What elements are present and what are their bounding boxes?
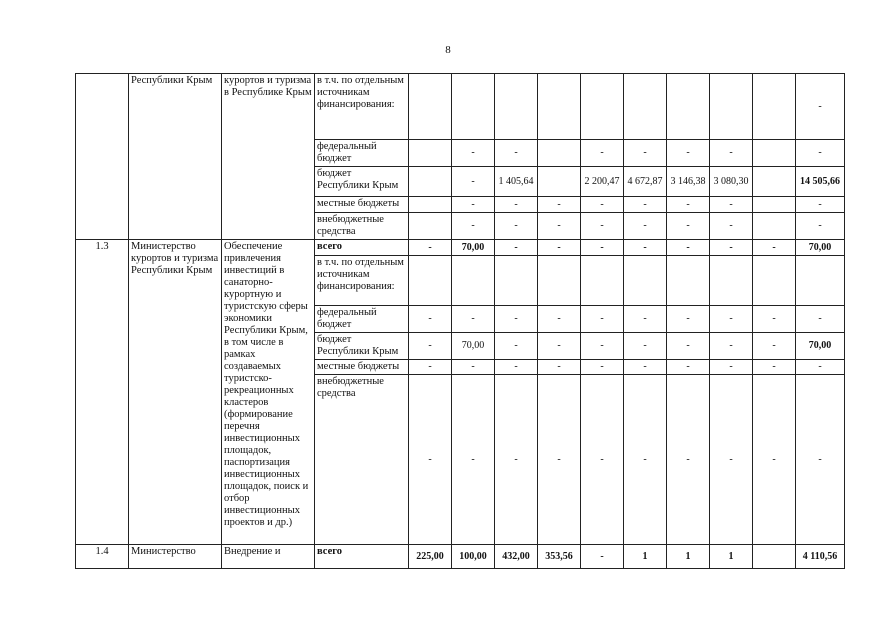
funding-value: - [452,197,495,213]
funding-source-label: всего [315,240,409,256]
funding-value: - [753,375,796,545]
funding-value: 3 146,38 [667,167,710,197]
funding-value: 4 672,87 [624,167,667,197]
funding-value: - [710,306,753,333]
funding-value: - [452,213,495,240]
funding-value: - [495,213,538,240]
funding-value: 1 [624,545,667,569]
funding-value: - [581,375,624,545]
funding-source-label: бюджет Республики Крым [315,167,409,197]
funding-value: - [495,140,538,167]
funding-value [538,167,581,197]
funding-value: - [452,360,495,375]
executor-cell: Министерство [129,545,222,569]
funding-value: - [452,140,495,167]
row-number: 1.4 [76,545,129,569]
financing-table [75,73,845,569]
funding-value: - [796,306,845,333]
funding-value [753,545,796,569]
funding-value: - [538,197,581,213]
funding-value [495,256,538,306]
funding-value: - [667,197,710,213]
funding-value: - [667,213,710,240]
funding-value: - [624,197,667,213]
funding-value: - [452,375,495,545]
funding-value: - [624,375,667,545]
funding-value: 432,00 [495,545,538,569]
funding-source-label: в т.ч. по отдельным источникам финансирования: [315,74,409,140]
funding-source-label: внебюджетные средства [315,375,409,545]
funding-source-label: федеральный бюджет [315,306,409,333]
funding-value: - [796,74,845,140]
funding-value: - [624,333,667,360]
funding-source-label: всего [315,545,409,569]
funding-value [753,167,796,197]
funding-value: - [409,375,452,545]
funding-value: - [710,140,753,167]
funding-value: 225,00 [409,545,452,569]
funding-value [538,256,581,306]
funding-value: - [452,306,495,333]
funding-value: 70,00 [796,333,845,360]
funding-value: 3 080,30 [710,167,753,197]
table-row [76,74,845,140]
funding-value: - [409,240,452,256]
funding-value: - [710,213,753,240]
funding-value: - [581,240,624,256]
funding-value: 70,00 [452,333,495,360]
funding-value [753,140,796,167]
funding-value: 353,56 [538,545,581,569]
funding-value: - [710,240,753,256]
funding-value [409,256,452,306]
funding-value: - [796,197,845,213]
funding-value [710,74,753,140]
funding-value: - [581,333,624,360]
funding-value: - [624,306,667,333]
table-row [76,240,845,256]
funding-value: - [624,213,667,240]
funding-value: 1 405,64 [495,167,538,197]
funding-value: 70,00 [796,240,845,256]
funding-value: - [538,333,581,360]
funding-value [409,167,452,197]
funding-value: - [667,306,710,333]
funding-value: - [538,240,581,256]
funding-value: - [581,213,624,240]
funding-value: - [495,360,538,375]
funding-value [667,74,710,140]
funding-value: - [710,375,753,545]
funding-value: 100,00 [452,545,495,569]
funding-value [624,74,667,140]
funding-value: - [581,197,624,213]
funding-value: - [409,360,452,375]
funding-value: - [753,306,796,333]
funding-value: 2 200,47 [581,167,624,197]
funding-value: - [538,213,581,240]
funding-value: - [495,197,538,213]
funding-value: - [495,306,538,333]
funding-value: - [667,240,710,256]
funding-value [581,256,624,306]
funding-source-label: в т.ч. по отдельным источникам финансирования: [315,256,409,306]
funding-value: - [710,333,753,360]
funding-value: - [581,360,624,375]
funding-value: - [409,333,452,360]
funding-value [753,197,796,213]
funding-source-label: федеральный бюджет [315,140,409,167]
funding-value [753,213,796,240]
funding-value [581,74,624,140]
funding-value [409,74,452,140]
funding-value [409,140,452,167]
funding-source-label: местные бюджеты [315,197,409,213]
funding-value: - [538,306,581,333]
row-number: 1.3 [76,240,129,545]
funding-source-label: внебюджетные средства [315,213,409,240]
funding-value: - [753,240,796,256]
funding-value [538,140,581,167]
funding-value: - [710,197,753,213]
funding-value [753,256,796,306]
funding-value: 14 505,66 [796,167,845,197]
funding-value [538,74,581,140]
funding-value [409,213,452,240]
funding-value: 4 110,56 [796,545,845,569]
funding-value: - [796,360,845,375]
funding-value: 1 [667,545,710,569]
funding-value: 70,00 [452,240,495,256]
funding-value: - [538,360,581,375]
funding-value: - [452,167,495,197]
executor-cell: Республики Крым [129,74,222,240]
funding-value: - [581,545,624,569]
funding-value [452,74,495,140]
funding-value: - [667,360,710,375]
measure-cell: Обеспечение привлечения инвестиций в санаторно-курортную и туристскую сферы экономики Республики Крым, в том числе в рамках создаваемых туристско-рекреационных кластеров (формирование перечня инвестиционных площадок, паспортизация инвестиционных площадок, поиск и отбор инвестиционных проектов и др.) [222,240,315,545]
executor-cell: Министерство курортов и туризма Республики Крым [129,240,222,545]
funding-value [667,256,710,306]
row-number [76,74,129,240]
funding-value: - [624,240,667,256]
funding-value: - [753,333,796,360]
measure-cell: Внедрение и [222,545,315,569]
funding-value [452,256,495,306]
funding-value: - [581,306,624,333]
funding-value: - [409,306,452,333]
funding-value: - [495,240,538,256]
table-row [76,545,845,569]
funding-value: - [796,140,845,167]
funding-value: - [667,140,710,167]
page-number: 8 [445,44,451,56]
funding-value: 1 [710,545,753,569]
funding-source-label: местные бюджеты [315,360,409,375]
funding-source-label: бюджет Республики Крым [315,333,409,360]
funding-value: - [495,333,538,360]
funding-value: - [667,375,710,545]
funding-value: - [495,375,538,545]
measure-cell: курортов и туризма в Республике Крым [222,74,315,240]
funding-value [409,197,452,213]
funding-value: - [667,333,710,360]
funding-value: - [581,140,624,167]
funding-value [710,256,753,306]
funding-value: - [538,375,581,545]
funding-value: - [753,360,796,375]
funding-value [624,256,667,306]
funding-value [495,74,538,140]
funding-value: - [796,213,845,240]
funding-value [753,74,796,140]
funding-value: - [624,140,667,167]
funding-value: - [796,375,845,545]
funding-value [796,256,845,306]
funding-value: - [710,360,753,375]
funding-value: - [624,360,667,375]
